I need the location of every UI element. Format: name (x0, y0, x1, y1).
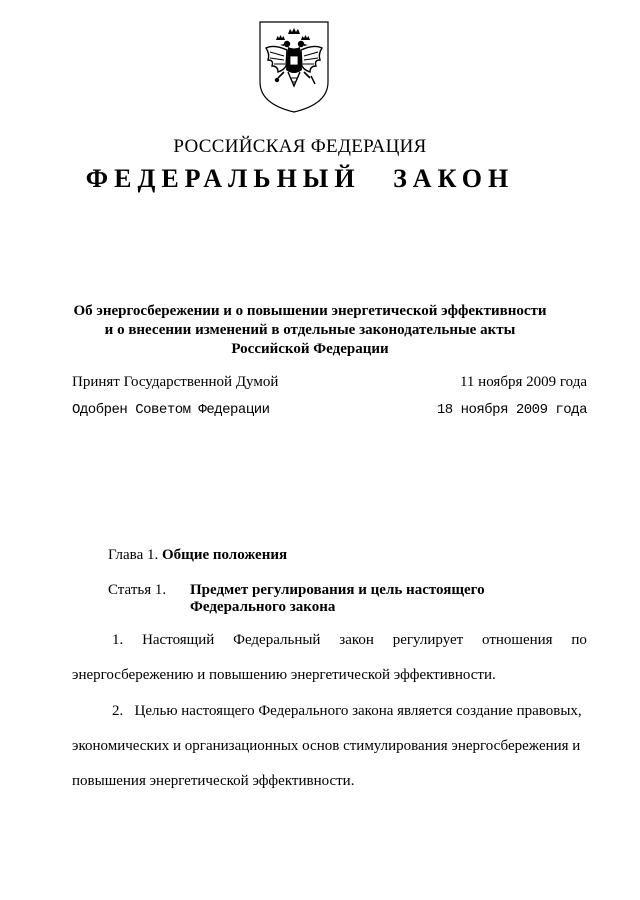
article-title (190, 582, 485, 616)
document-type (0, 164, 600, 194)
paragraph-word: закон (339, 632, 374, 648)
document-type-word2: ЗАКОН (393, 164, 515, 193)
chapter-title: Общие положения (161, 547, 288, 563)
law-title-line: Об энергосбережении и о повышении энергетической эффективности (73, 303, 547, 319)
law-title (40, 302, 580, 359)
paragraph-2-line-3: повышения энергетической эффективности. (72, 773, 355, 789)
duma-adoption-row (72, 374, 587, 391)
paragraph-word: Федеральный (233, 632, 321, 648)
paragraph-2-line-2: экономических и организационных основ стимулирования энергосбережения и (72, 738, 581, 754)
council-approval-date: 18 ноября 2009 года (436, 402, 587, 418)
chapter-heading (108, 547, 287, 564)
paragraph-2-line-1: 2. Целью настоящего Федерального закона является создание правовых, (112, 703, 582, 719)
paragraph-word: регулирует (392, 632, 464, 648)
russian-coat-of-arms-icon (258, 20, 330, 114)
law-title-line: и о внесении изменений в отдельные законодательные акты (104, 322, 516, 338)
paragraph-word: 1. (112, 632, 124, 648)
paragraph-word: Настоящий (142, 632, 215, 648)
duma-adoption-date: 11 ноября 2009 года (459, 374, 587, 390)
chapter-prefix: Глава 1. (108, 547, 159, 563)
duma-adoption-label: Принят Государственной Думой (72, 374, 279, 390)
document-type-word1: ФЕДЕРАЛЬНЫЙ (85, 164, 361, 193)
paragraph-word: отношения (482, 632, 553, 648)
paragraph-1-line-1 (112, 632, 587, 649)
law-title-line: Российской Федерации (231, 341, 389, 357)
article-number: Статья 1. (108, 582, 167, 598)
paragraph-1-line-2: энергосбережению и повышению энергетической эффективности. (72, 667, 496, 683)
country-name: РОССИЙСКАЯ ФЕДЕРАЦИЯ (173, 136, 427, 157)
article-title-line: Федерального закона (190, 599, 336, 615)
council-approval-row (72, 402, 587, 418)
article-title-line: Предмет регулирования и цель настоящего (190, 582, 485, 598)
council-approval-label: Одобрен Советом Федерации (72, 402, 270, 418)
paragraph-word: по (571, 632, 587, 648)
